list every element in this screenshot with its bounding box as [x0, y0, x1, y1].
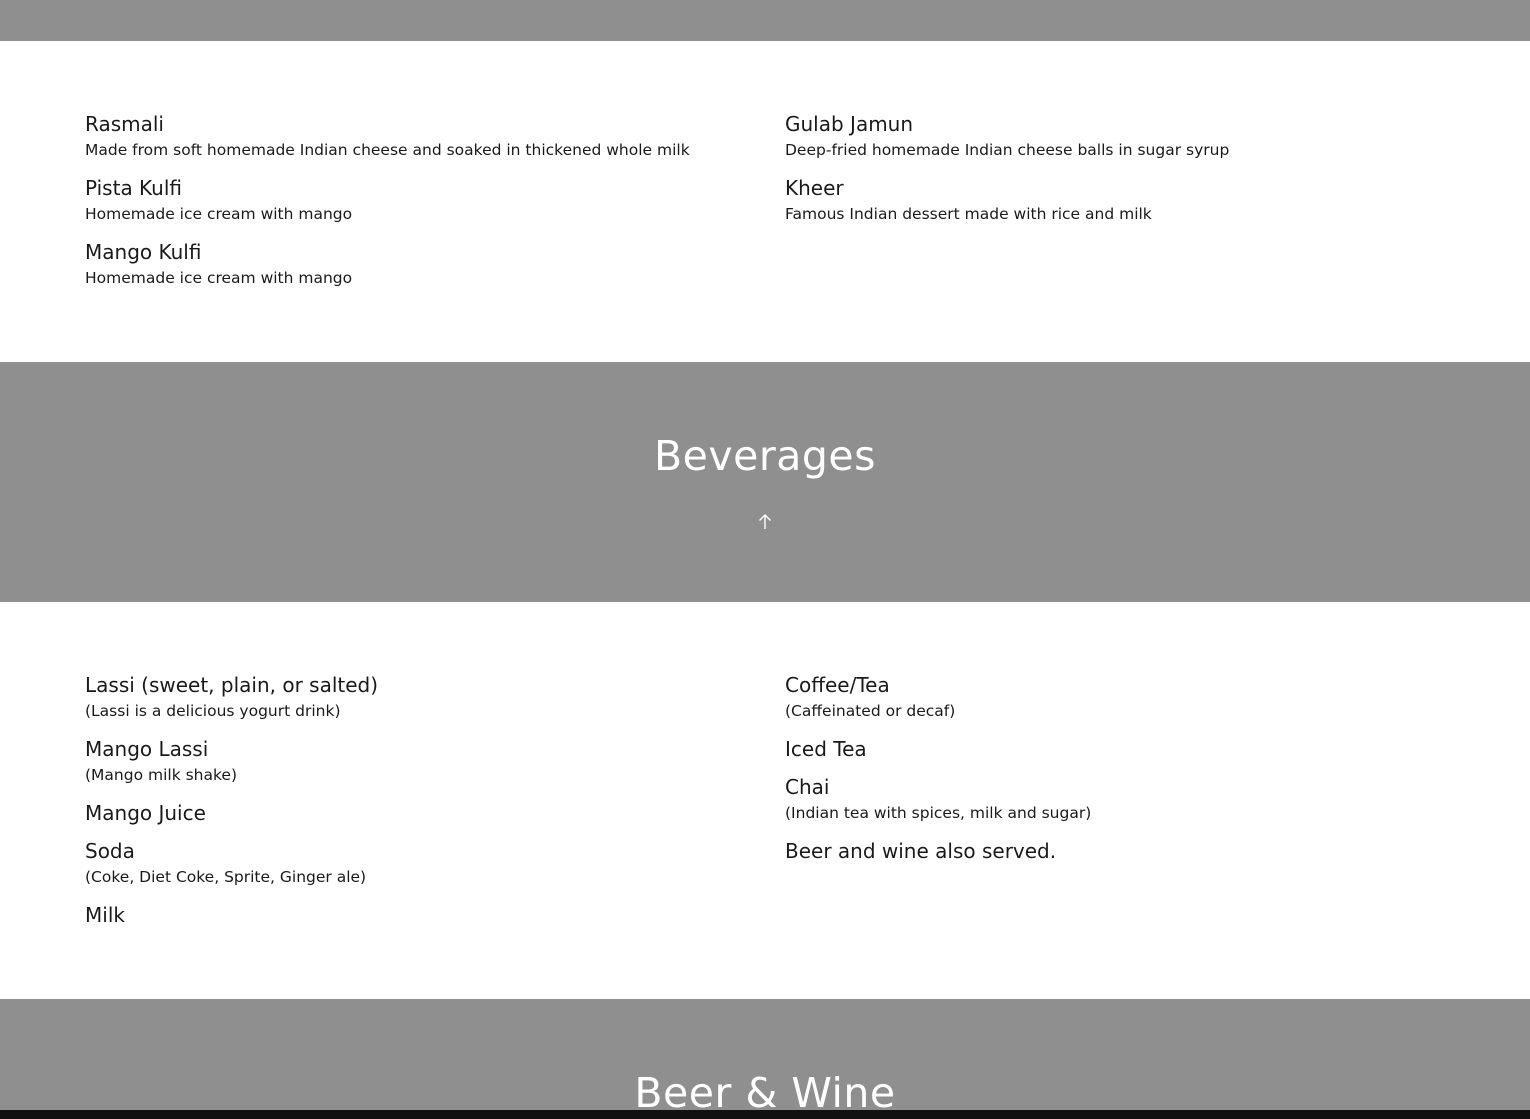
beverage-list-right	[785, 673, 1465, 877]
menu-item-description: Famous Indian dessert made with rice and milk	[785, 205, 1152, 223]
menu-item	[785, 176, 1465, 226]
menu-item	[785, 737, 1465, 761]
menu-item-name: Chai	[785, 775, 830, 799]
menu-item-name: Rasmali	[85, 112, 164, 136]
section-title-beverages: Beverages	[654, 432, 876, 480]
menu-item	[785, 839, 1465, 863]
menu-item-name: Lassi (sweet, plain, or salted)	[85, 673, 379, 697]
menu-item-description: (Caffeinated or decaf)	[785, 702, 956, 720]
menu-item-description: (Indian tea with spices, milk and sugar)	[785, 804, 1092, 822]
menu-item	[85, 737, 765, 787]
menu-item-name: Mango Lassi	[85, 737, 209, 761]
beverages-header-band	[0, 362, 1530, 602]
beverage-list-left	[85, 673, 765, 941]
menu-item-name: Kheer	[785, 176, 844, 200]
menu-item-description: (Coke, Diet Coke, Sprite, Ginger ale)	[85, 868, 367, 886]
menu-item	[85, 673, 765, 723]
menu-item	[85, 240, 765, 290]
arrow-up-icon[interactable]	[755, 512, 775, 532]
menu-item	[785, 673, 1465, 723]
menu-item-description: Homemade ice cream with mango	[85, 205, 353, 223]
menu-item-description: Deep-fried homemade Indian cheese balls in sugar syrup	[785, 141, 1230, 159]
menu-item-name: Gulab Jamun	[785, 112, 914, 136]
bottom-edge-strip	[0, 1110, 1530, 1119]
menu-item-name: Iced Tea	[785, 737, 867, 761]
menu-item	[85, 839, 765, 889]
menu-item-name: Coffee/Tea	[785, 673, 890, 697]
menu-item	[785, 775, 1465, 825]
beer-wine-header-band	[0, 999, 1530, 1110]
menu-item-name: Mango Juice	[85, 801, 206, 825]
section-title-beer-wine: Beer & Wine	[634, 1069, 896, 1110]
menu-item-name: Beer and wine also served.	[785, 839, 1057, 863]
menu-item-name: Mango Kulfi	[85, 240, 202, 264]
menu-item-name: Pista Kulfi	[85, 176, 183, 200]
menu-item-description: (Lassi is a delicious yogurt drink)	[85, 702, 341, 720]
menu-item-description: Homemade ice cream with mango	[85, 269, 353, 287]
menu-item	[85, 112, 765, 162]
dessert-list-right	[785, 112, 1465, 240]
dessert-list-left	[85, 112, 765, 304]
menu-item	[85, 801, 765, 825]
menu-item	[85, 903, 765, 927]
menu-item-name: Milk	[85, 903, 125, 927]
menu-item-name: Soda	[85, 839, 135, 863]
menu-item-description: (Mango milk shake)	[85, 766, 238, 784]
menu-item	[785, 112, 1465, 162]
menu-item	[85, 176, 765, 226]
section-band-top	[0, 0, 1530, 41]
menu-item-description: Made from soft homemade Indian cheese and soaked in thickened whole milk	[85, 141, 690, 159]
